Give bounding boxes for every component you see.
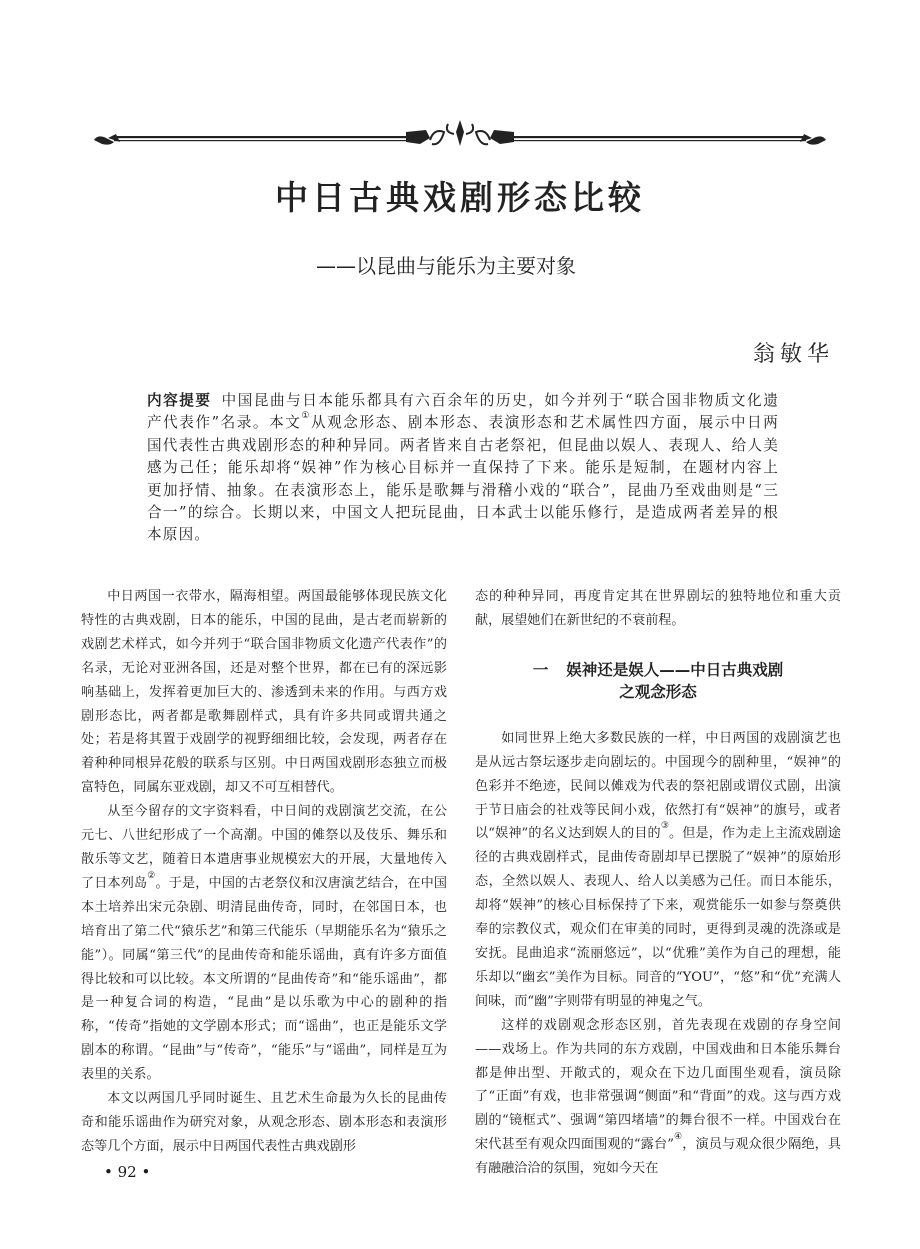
abstract-label: 内容提要 [147,392,212,409]
section-heading-line: 之观念形态 [619,682,697,701]
body-column-right [475,585,841,1181]
footnote-ref[interactable]: ③ [660,821,670,832]
section-heading-line: 娱神还是娱人——中日古典戏剧 [566,660,784,679]
body-paragraph-continued: 态的种种异同，再度肯定其在世界剧坛的独特地位和重大贡献，展望她们在新世纪的不衰前程。 [475,589,841,628]
body-paragraph [81,800,447,1087]
abstract-text: 中国昆曲与日本能乐都具有六百余年的历史，如今并列于“联合国非物质文化遗产代表作”名录。本文 [147,392,779,432]
paragraph-text: 。于是，中国的古老祭仪和汉唐演艺结合，在中国本土培养出宋元杂剧、明清昆曲传奇，同时，在邻国日本，也培育出了第二代“猿乐艺”和第三代能乐（早期能乐名为“猿乐之能”）。同属“第三代”的昆曲传奇和能乐谣曲，真有许多方面值得比较和可以比较。本文所谓的“昆曲传奇”和“能乐谣曲”，都是一种复合词的构造，“昆曲”是以乐歌为中心的剧种的指称，“传奇”指她的文学剧本形式；而“谣曲”，也正是能乐文学剧本的称谓。“昆曲”与“传奇”，“能乐”与“谣曲”，同样是互为表里的关系。 [81,875,448,1083]
paragraph-text: 如同世界上绝大多数民族的一样，中日两国的戏剧演艺也是从远古祭坛逐步走向剧坛的。中国现今的剧种里，“娱神”的色彩并不绝迹，民间以傩戏为代表的祭祀剧或谓仪式剧，出演于节日庙会的社戏等民间小戏，依然打有“娱神”的旗号，或者以“娱神”的名义达到娱人的目的 [475,730,841,842]
body-column-left [81,585,447,1159]
paragraph-text: ，演员与观众很少隔绝，具有融融洽洽的氛围，宛如今天在 [475,1137,842,1177]
decorative-ornament-divider [88,118,832,154]
paragraph-text: 这样的戏剧观念形态区别，首先表现在戏剧的存身空间——戏场上。作为共同的东方戏剧，中国戏曲和日本能乐舞台都是伸出型、开敞式的，观众在下边几面围坐观看，演员除了“正面”有戏，也非常强调“侧面”和“背面”的戏。这与西方戏剧的“镜框式”、强调“第四堵墙”的舞台很不一样。中国戏台在宋代甚至有观众四面围观的“露台” [475,1017,841,1153]
abstract-text: 从观念形态、剧本形态、表演形态和艺术属性四方面，展示中日两国代表性古典戏剧形态的种种异同。两者皆来自古老祭祀，但昆曲以娱人、表现人、给人美感为己任；能乐却将“娱神”作为核心目标并一直保持了下来。能乐是短制，在题材内容上更加抒情、抽象。在表演形态上，能乐是歌舞与滑稽小戏的“联合”，昆曲乃至戏曲则是“三合一”的综合。长期以来，中国文人把玩昆曲，日本武士以能乐修行，是造成两者差异的根本原因。 [147,414,779,544]
author-name: 翁敏华 [752,342,834,367]
section-number: 一 [532,660,549,679]
paragraph-text: 。但是，作为走上主流戏剧途径的古典戏剧样式，昆曲传奇剧却早已摆脱了“娱神”的原始形态，全然以娱人、表现人、给人以美感为己任。而日本能乐，却将“娱神”的核心目标保持了下来，观赏能乐一如参与祭奠供奉的宗教仪式，观众们在审美的同时，更得到灵魂的洗涤或是安抚。昆曲追求“流丽悠远”，以“优雅”美作为自己的理想，能乐却以“幽玄”美作为目标。同音的“YOU”，“悠”和“优”充满人间味，而“幽”字则带有明显的神鬼之气。 [475,826,842,1009]
footnote-ref[interactable]: ② [147,870,156,881]
body-paragraph [475,1014,841,1181]
abstract [147,390,779,547]
paragraph-text: 从至今留存的文字资料看，中日间的戏剧演艺交流，在公元七、八世纪形成了一个高潮。中国的傩祭以及伎乐、舞乐和散乐等文艺，随着日本遣唐事业规模宏大的开展，大量地传入了日本列岛 [81,804,447,891]
page-number: • 92 • [104,1163,151,1181]
body-paragraph: 中日两国一衣带水，隔海相望。两国最能够体现民族文化特性的古典戏剧，日本的能乐，中国的昆曲，是古老而崭新的戏剧艺术样式，如今并列于“联合国非物质文化遗产代表作”的名录，无论对亚洲各国，还是对整个世界，都在已有的深远影响基础上，发挥着更加巨大的、渗透到未来的作用。与西方戏剧形态比，两者都是歌舞剧样式，具有许多共同或谓共通之处；若是将其置于戏剧学的视野细细比较，会发现，两者存在着种种同根异花般的联系与区别。中日两国戏剧形态独立而极富特色，同属东亚戏剧，却又不可互相替代。 [81,589,447,796]
footnote-ref[interactable]: ④ [673,1132,683,1143]
article-subtitle: ——以昆曲与能乐为主要对象 [316,254,576,278]
article-title: 中日古典戏剧形态比较 [275,178,645,217]
footnote-ref[interactable]: ① [301,411,311,422]
body-paragraph [475,727,841,1014]
body-paragraph: 本文以两国几乎同时诞生、且艺术生命最为久长的昆曲传奇和能乐谣曲作为研究对象，从观念形态、剧本形态和表演形态等几个方面，展示中日两国代表性古典戏剧形 [81,1091,447,1154]
section-heading [475,659,841,703]
